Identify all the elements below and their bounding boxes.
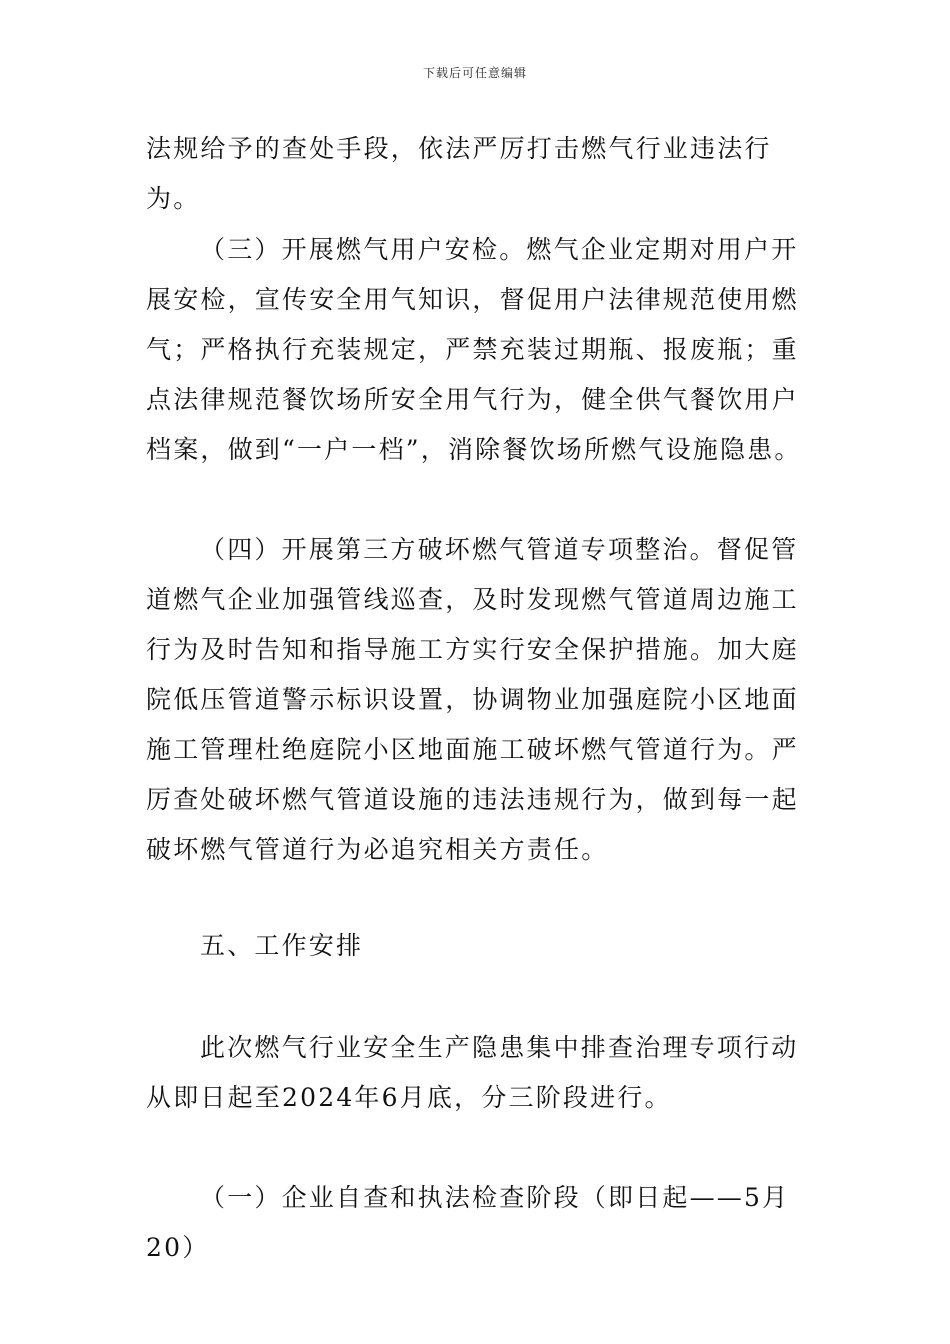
- paragraph-pipeline-rectification: （四）开展第三方破坏燃气管道专项整治。督促管道燃气企业加强管线巡查，及时发现燃气管道周边施工行为及时告知和指导施工方实行安全保护措施。加大庭院低压管道警示标识设置，协调物业加强庭院小区地面施工管理杜绝庭院小区地面施工破坏燃气管道行为。严厉查处破坏燃气管道设施的违法违规行为，做到每一起破坏燃气管道行为必追究相关方责任。: [146, 535, 799, 864]
- paragraph-continuation: 法规给予的查处手段，依法严厉打击燃气行业违法行为。: [146, 134, 772, 213]
- section-heading-work-arrangement: 五、工作安排: [200, 931, 364, 960]
- paragraph-schedule: 此次燃气行业安全生产隐患集中排查治理专项行动从即日起至2024年6月底，分三阶段进行。: [146, 1033, 799, 1112]
- paragraph-user-inspection: （三）开展燃气用户安检。燃气企业定期对用户开展安检，宣传安全用气知识，督促用户法律规范使用燃气；严格执行充装规定，严禁充装过期瓶、报废瓶；重点法律规范餐饮场所安全用气行为，健全供气餐饮用户档案，做到“一户一档”，消除餐饮场所燃气设施隐患。: [146, 235, 802, 464]
- paragraph-phase-one: （一）企业自查和执法检查阶段（即日起——5月20）: [146, 1183, 790, 1262]
- page-header-note: 下载后可任意编辑: [422, 66, 527, 80]
